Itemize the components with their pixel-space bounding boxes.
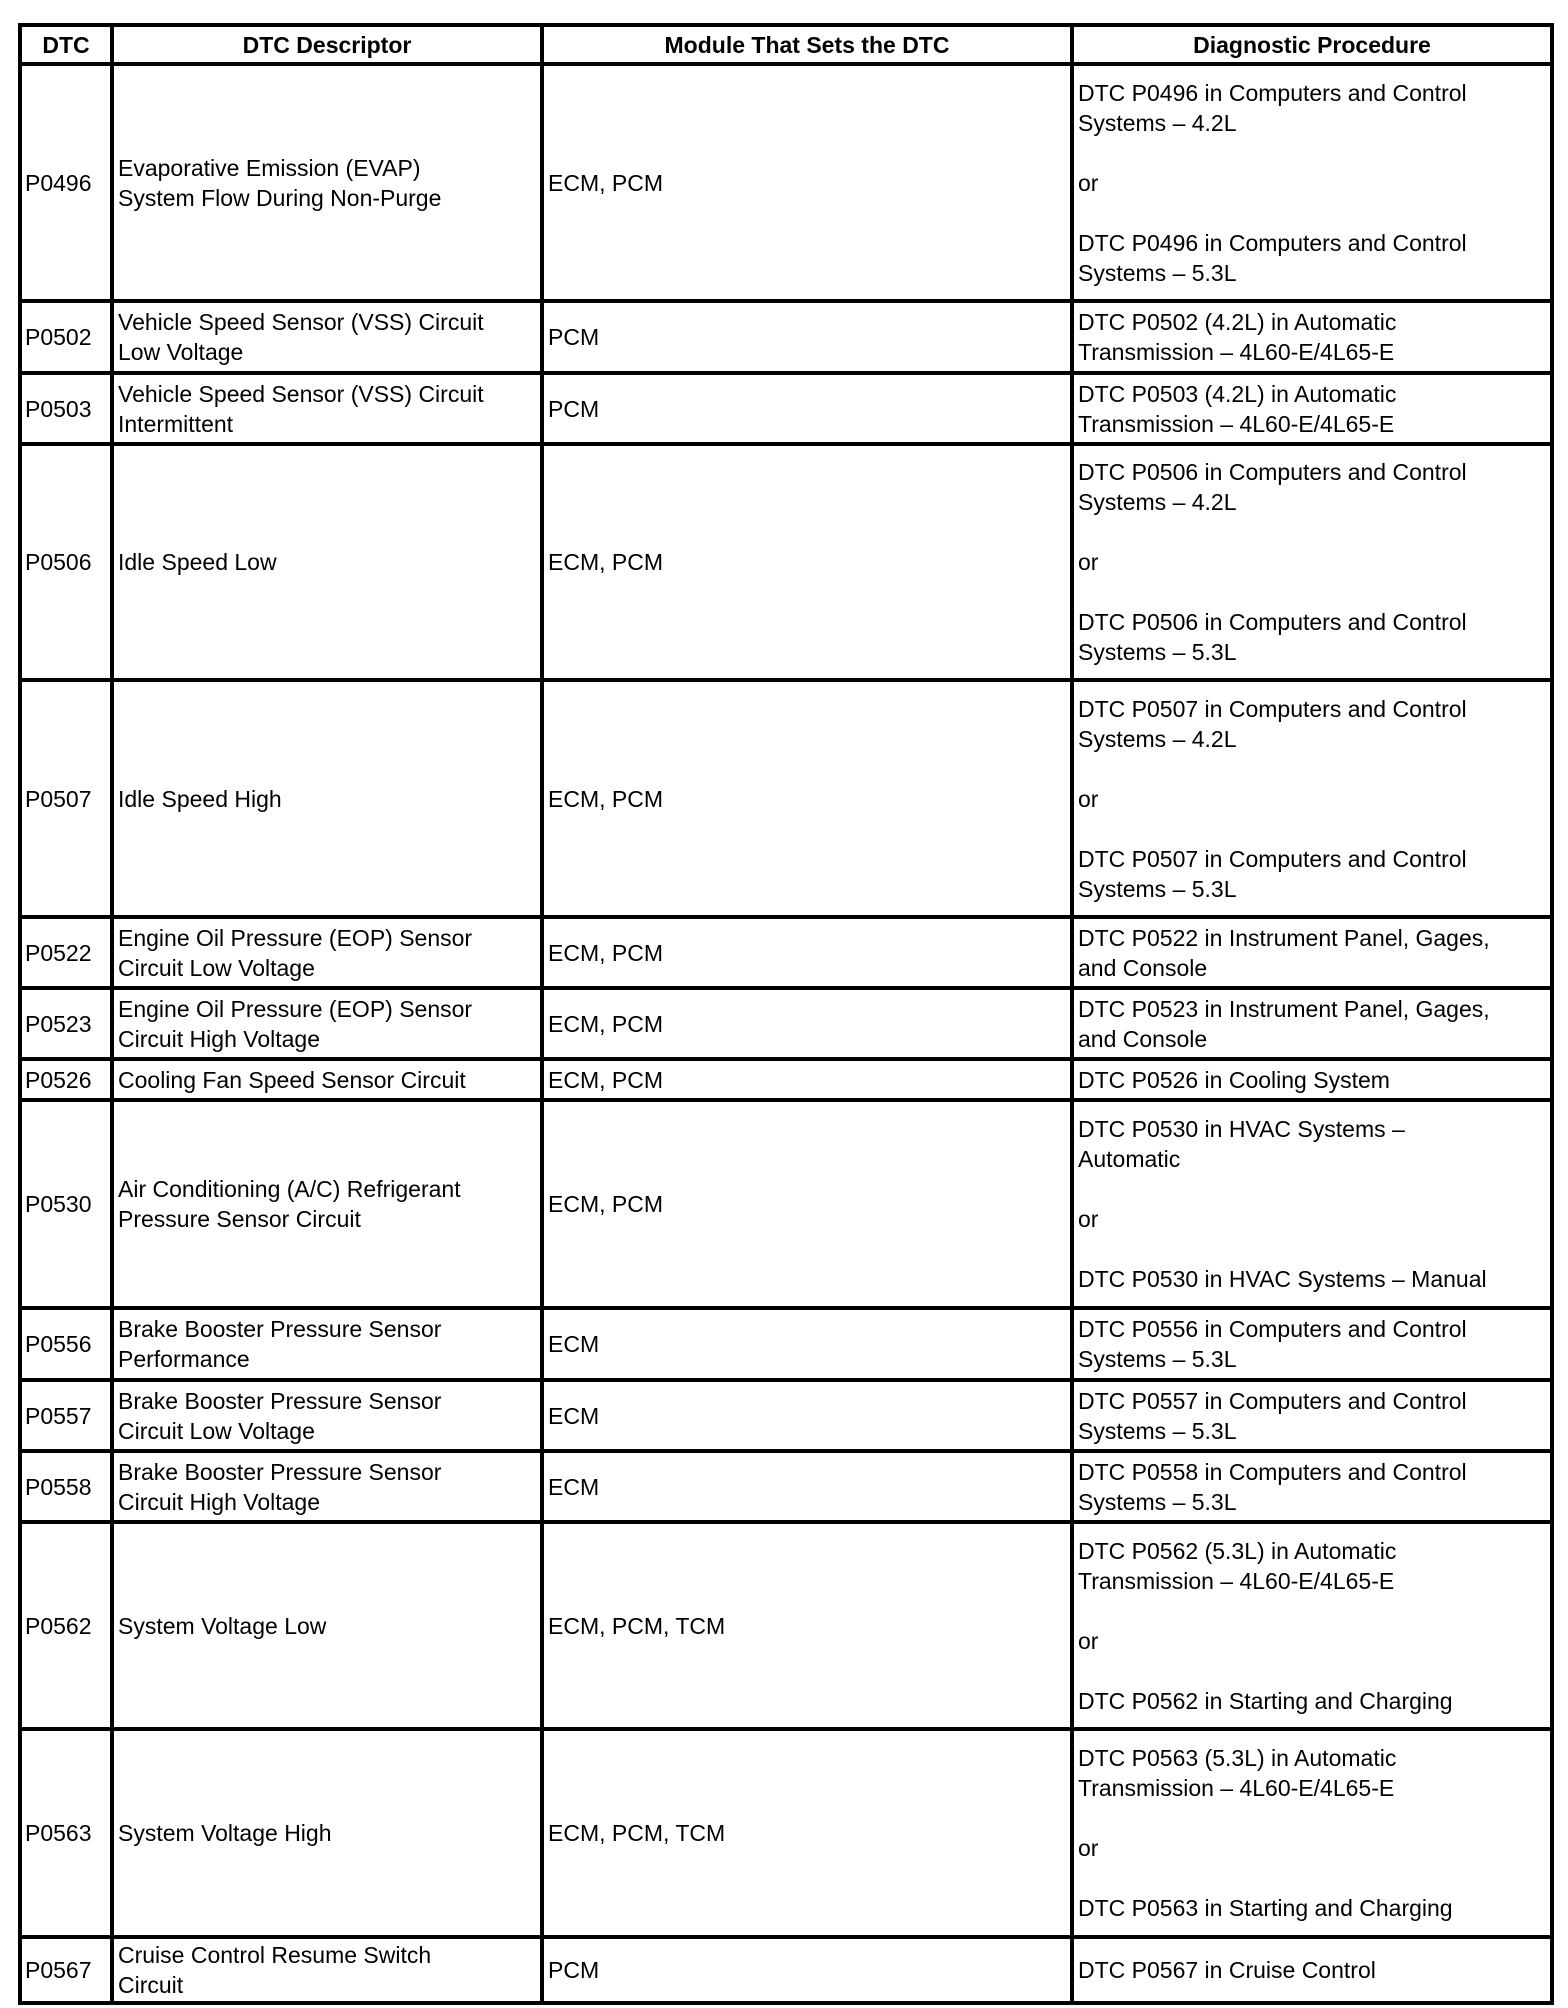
table-row	[20, 680, 1552, 917]
module-name: ECM, PCM	[542, 917, 1072, 988]
header-dtc: DTC	[20, 25, 112, 64]
dtc-descriptor: System Voltage Low	[112, 1522, 542, 1729]
table-row	[20, 301, 1552, 373]
header-row	[20, 25, 1552, 64]
module-name: ECM	[542, 1380, 1072, 1451]
dtc-descriptor: Engine Oil Pressure (EOP) Sensor Circuit Low Voltage	[112, 917, 542, 988]
table-row	[20, 1937, 1552, 2003]
dtc-descriptor: Vehicle Speed Sensor (VSS) Circuit Intermittent	[112, 373, 542, 444]
dtc-descriptor: Brake Booster Pressure Sensor Circuit High Voltage	[112, 1451, 542, 1522]
dtc-code: P0496	[20, 64, 112, 301]
table-row	[20, 1729, 1552, 1937]
table-row	[20, 373, 1552, 444]
module-name: ECM, PCM	[542, 64, 1072, 301]
header-procedure: Diagnostic Procedure	[1072, 25, 1552, 64]
dtc-code: P0523	[20, 988, 112, 1059]
module-name: ECM, PCM, TCM	[542, 1522, 1072, 1729]
dtc-descriptor: Brake Booster Pressure Sensor Circuit Low Voltage	[112, 1380, 542, 1451]
dtc-descriptor: Cooling Fan Speed Sensor Circuit	[112, 1059, 542, 1100]
diagnostic-procedure: DTC P0530 in HVAC Systems – Automatic or DTC P0530 in HVAC Systems – Manual	[1072, 1100, 1552, 1308]
dtc-descriptor: Brake Booster Pressure Sensor Performance	[112, 1308, 542, 1380]
table-row	[20, 1380, 1552, 1451]
table-row	[20, 1308, 1552, 1380]
module-name: ECM	[542, 1308, 1072, 1380]
diagnostic-procedure: DTC P0526 in Cooling System	[1072, 1059, 1552, 1100]
diagnostic-procedure: DTC P0563 (5.3L) in Automatic Transmission – 4L60-E/4L65-E or DTC P0563 in Starting and Charging	[1072, 1729, 1552, 1937]
table-row	[20, 1100, 1552, 1308]
diagnostic-procedure: DTC P0507 in Computers and Control Systems – 4.2L or DTC P0507 in Computers and Control Systems – 5.3L	[1072, 680, 1552, 917]
diagnostic-procedure: DTC P0506 in Computers and Control Systems – 4.2L or DTC P0506 in Computers and Control Systems – 5.3L	[1072, 444, 1552, 680]
module-name: ECM, PCM	[542, 1100, 1072, 1308]
dtc-descriptor: Idle Speed High	[112, 680, 542, 917]
diagnostic-procedure: DTC P0503 (4.2L) in Automatic Transmission – 4L60-E/4L65-E	[1072, 373, 1552, 444]
table-row	[20, 1451, 1552, 1522]
dtc-descriptor: Air Conditioning (A/C) Refrigerant Pressure Sensor Circuit	[112, 1100, 542, 1308]
dtc-code: P0503	[20, 373, 112, 444]
diagnostic-procedure: DTC P0523 in Instrument Panel, Gages, and Console	[1072, 988, 1552, 1059]
table-row	[20, 1059, 1552, 1100]
module-name: ECM, PCM, TCM	[542, 1729, 1072, 1937]
diagnostic-procedure: DTC P0562 (5.3L) in Automatic Transmission – 4L60-E/4L65-E or DTC P0562 in Starting and Charging	[1072, 1522, 1552, 1729]
dtc-descriptor: Evaporative Emission (EVAP) System Flow During Non-Purge	[112, 64, 542, 301]
dtc-table	[18, 23, 1554, 2005]
dtc-code: P0567	[20, 1937, 112, 2003]
dtc-code: P0502	[20, 301, 112, 373]
diagnostic-procedure: DTC P0502 (4.2L) in Automatic Transmission – 4L60-E/4L65-E	[1072, 301, 1552, 373]
header-descriptor: DTC Descriptor	[112, 25, 542, 64]
dtc-code: P0507	[20, 680, 112, 917]
dtc-code: P0522	[20, 917, 112, 988]
dtc-descriptor: Vehicle Speed Sensor (VSS) Circuit Low Voltage	[112, 301, 542, 373]
dtc-code: P0558	[20, 1451, 112, 1522]
table-row	[20, 1522, 1552, 1729]
table-body	[20, 64, 1552, 2003]
dtc-descriptor: Cruise Control Resume Switch Circuit	[112, 1937, 542, 2003]
dtc-code: P0557	[20, 1380, 112, 1451]
module-name: PCM	[542, 1937, 1072, 2003]
table-row	[20, 444, 1552, 680]
header-module: Module That Sets the DTC	[542, 25, 1072, 64]
diagnostic-procedure: DTC P0558 in Computers and Control Systems – 5.3L	[1072, 1451, 1552, 1522]
diagnostic-procedure: DTC P0567 in Cruise Control	[1072, 1937, 1552, 2003]
table-row	[20, 988, 1552, 1059]
diagnostic-procedure: DTC P0522 in Instrument Panel, Gages, and Console	[1072, 917, 1552, 988]
module-name: ECM, PCM	[542, 988, 1072, 1059]
dtc-code: P0562	[20, 1522, 112, 1729]
table-row	[20, 917, 1552, 988]
diagnostic-procedure: DTC P0556 in Computers and Control Systems – 5.3L	[1072, 1308, 1552, 1380]
dtc-descriptor: Engine Oil Pressure (EOP) Sensor Circuit High Voltage	[112, 988, 542, 1059]
dtc-descriptor: System Voltage High	[112, 1729, 542, 1937]
dtc-code: P0563	[20, 1729, 112, 1937]
module-name: PCM	[542, 301, 1072, 373]
module-name: ECM	[542, 1451, 1072, 1522]
module-name: ECM, PCM	[542, 680, 1072, 917]
diagnostic-procedure: DTC P0496 in Computers and Control Systems – 4.2L or DTC P0496 in Computers and Control Systems – 5.3L	[1072, 64, 1552, 301]
dtc-code: P0556	[20, 1308, 112, 1380]
module-name: ECM, PCM	[542, 444, 1072, 680]
diagnostic-procedure: DTC P0557 in Computers and Control Systems – 5.3L	[1072, 1380, 1552, 1451]
table-row	[20, 64, 1552, 301]
dtc-code: P0530	[20, 1100, 112, 1308]
dtc-code: P0526	[20, 1059, 112, 1100]
module-name: PCM	[542, 373, 1072, 444]
module-name: ECM, PCM	[542, 1059, 1072, 1100]
dtc-descriptor: Idle Speed Low	[112, 444, 542, 680]
dtc-code: P0506	[20, 444, 112, 680]
